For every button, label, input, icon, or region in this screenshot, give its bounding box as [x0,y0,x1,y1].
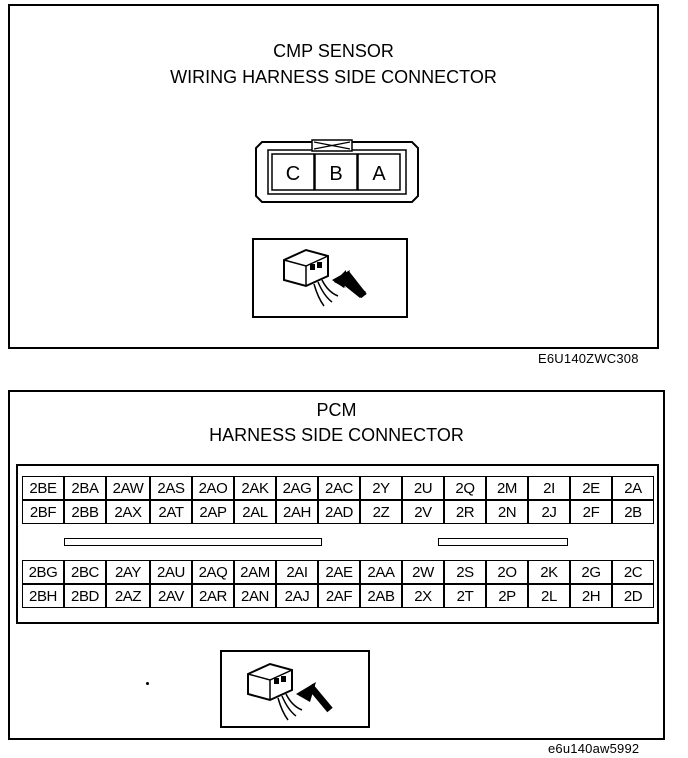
pcm-pin-cell: 2E [570,476,612,500]
pcm-pin-cell: 2Q [444,476,486,500]
pcm-pin-cell: 2AP [192,500,234,524]
pcm-pin-cell: 2BB [64,500,106,524]
pcm-pin-cell: 2BG [22,560,64,584]
pcm-pin-cell: 2AO [192,476,234,500]
pcm-pin-cell: 2AT [150,500,192,524]
cmp-pin-b: B [329,163,343,185]
pcm-upper-row-1 [22,476,654,500]
pcm-pin-cell: 2AI [276,560,318,584]
pcm-pin-cell: 2AA [360,560,402,584]
pcm-pin-cell: 2N [486,500,528,524]
pcm-view-icon-box [220,650,370,728]
pcm-pin-cell: 2R [444,500,486,524]
pcm-key-bar-right [438,538,568,546]
pcm-pin-cell: 2AU [150,560,192,584]
pcm-pin-cell: 2S [444,560,486,584]
pcm-pin-cell: 2AE [318,560,360,584]
pcm-pin-cell: 2AC [318,476,360,500]
pcm-pin-cell: 2Z [360,500,402,524]
pcm-pin-cell: 2AH [276,500,318,524]
pcm-pin-cell: 2M [486,476,528,500]
cmp-view-icon-box [252,238,408,318]
pcm-lower-row-2 [22,584,654,608]
pcm-pin-cell: 2W [402,560,444,584]
pcm-pin-cell: 2V [402,500,444,524]
pcm-pin-cell: 2K [528,560,570,584]
pcm-pin-cell: 2O [486,560,528,584]
pcm-pin-cell: 2AS [150,476,192,500]
pcm-pin-cell: 2AF [318,584,360,608]
pcm-pin-cell: 2BA [64,476,106,500]
pcm-pin-cell: 2Y [360,476,402,500]
pcm-figure-code: e6u140aw5992 [548,741,640,756]
cmp-sensor-panel [8,4,659,349]
pcm-pin-cell: 2L [528,584,570,608]
connector-view-arrow-icon [222,652,368,726]
pcm-pin-cell: 2AV [150,584,192,608]
pcm-pin-cell: 2F [570,500,612,524]
pcm-pin-cell: 2BC [64,560,106,584]
pcm-pin-cell: 2I [528,476,570,500]
pcm-title-line1: PCM [316,400,357,420]
connector-view-arrow-icon [254,240,406,316]
pcm-pin-cell: 2U [402,476,444,500]
cmp-pin-c: C [285,163,301,185]
pcm-pin-cell: 2AR [192,584,234,608]
cmp-title-line2: WIRING HARNESS SIDE CONNECTOR [170,67,497,87]
pcm-pin-cell: 2BF [22,500,64,524]
pcm-pin-cell: 2AD [318,500,360,524]
pcm-pin-cell: 2AW [106,476,150,500]
pcm-pin-cell: 2AM [234,560,276,584]
pcm-pin-cell: 2BE [22,476,64,500]
pcm-pin-cell: 2H [570,584,612,608]
pcm-pin-cell: 2BH [22,584,64,608]
pcm-pin-cell: 2B [612,500,654,524]
cmp-pin-a: A [372,163,386,185]
cmp-title-line1: CMP SENSOR [273,41,394,61]
pcm-pin-cell: 2BD [64,584,106,608]
pcm-connector-body [16,464,659,624]
pcm-title-line2: HARNESS SIDE CONNECTOR [209,425,464,445]
cmp-connector-face [252,134,422,210]
pcm-pin-cell: 2AK [234,476,276,500]
pcm-panel [8,390,665,740]
pcm-pin-cell: 2G [570,560,612,584]
pcm-pin-cell: 2AG [276,476,318,500]
pcm-pin-cell: 2P [486,584,528,608]
pcm-pin-cell: 2AJ [276,584,318,608]
pcm-pin-cell: 2C [612,560,654,584]
pcm-pin-cell: 2T [444,584,486,608]
pcm-pin-cell: 2AB [360,584,402,608]
pcm-pin-cell: 2AN [234,584,276,608]
speck [146,682,149,685]
pcm-key-bar-left [64,538,322,546]
pcm-pin-cell: 2AL [234,500,276,524]
pcm-pin-cell: 2X [402,584,444,608]
cmp-figure-code: E6U140ZWC308 [538,351,639,366]
pcm-pin-cell: 2AX [106,500,150,524]
pcm-pin-cell: 2A [612,476,654,500]
pcm-pin-cell: 2AZ [106,584,150,608]
pcm-pin-cell: 2AY [106,560,150,584]
pcm-upper-row-2 [22,500,654,524]
pcm-pin-cell: 2AQ [192,560,234,584]
pcm-pin-cell: 2J [528,500,570,524]
pcm-lower-row-1 [22,560,654,584]
pcm-pin-cell: 2D [612,584,654,608]
